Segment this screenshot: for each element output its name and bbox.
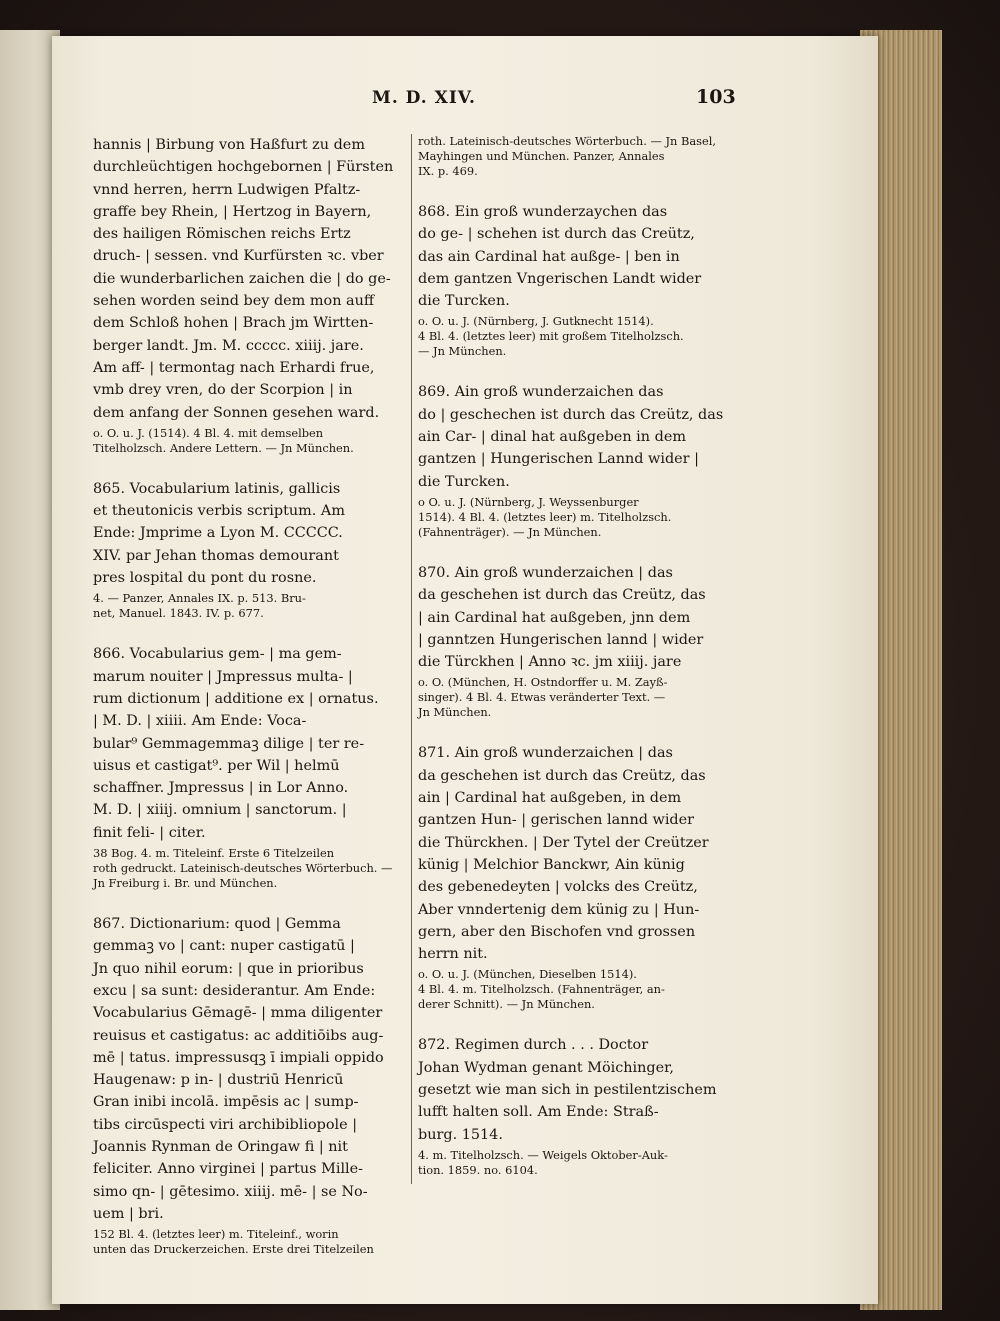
entry-866 xyxy=(93,643,415,891)
entry-text: 865. Vocabularium latinis, gallicis et theutonicis verbis scriptum. Am Ende: Jmprime a Lyon M. CCCCC. XIV. par Jehan thomas demourant pres lospital du pont du rosne. xyxy=(93,480,345,587)
entry-text: hannis | Birbung von Haßfurt zu dem durchleüchtigen hochgebornen | Fürsten vnnd herren, herrn Ludwigen Pfaltz- graffe bey Rhein, | Hertzog in Bayern, des hailigen Römischen reichs Ertz druch- | sessen. vnd Kurfürsten ꝛc. vber die wunderbarlichen zaichen die | do ge- sehen worden seind bey dem mon auff dem Schloß hohen | Brach jm Wirtten- berger landt. Jm. M. ccccc. xiiij. jare. Am aff- | termontag nach Erhardi frue, vmb drey vren, do der Scorpion | in dem anfang der Sonnen gesehen ward. xyxy=(93,137,394,421)
entry-868 xyxy=(418,201,740,359)
entry-note: roth. Lateinisch-deutsches Wörterbuch. — Jn Basel, Mayhingen und München. Panzer, Annales IX. p. 469. xyxy=(418,134,717,178)
column-divider xyxy=(411,134,412,1184)
entry-871 xyxy=(418,742,740,1012)
entry-869 xyxy=(418,381,740,539)
left-column xyxy=(93,134,415,1257)
right-column xyxy=(418,134,740,1178)
entry-text: 868. Ein groß wunderzaychen das do ge- | schehen ist durch das Creütz, das ain Cardinal hat außge- | ben in dem gantzen Vngerischen Landt wider die Turcken. xyxy=(418,204,702,310)
entry-note: 4. — Panzer, Annales IX. p. 513. Bru- net, Manuel. 1843. IV. p. 677. xyxy=(93,591,306,621)
running-header: M. D. XIV. xyxy=(372,88,476,108)
entry-note: o. O. u. J. (Nürnberg, J. Gutknecht 1514). 4 Bl. 4. (letztes leer) mit großem Titelholzsch. — Jn München. xyxy=(418,314,684,359)
entry-note: o. O. u. J. (1514). 4 Bl. 4. mit demselben Titelholzsch. Andere Lettern. — Jn München. xyxy=(93,425,354,455)
entry-note: 4. m. Titelholzsch. — Weigels Oktober-Auk- tion. 1859. no. 6104. xyxy=(418,1147,668,1177)
entry-text: 872. Regimen durch . . . Doctor Johan Wydman genant Möichinger, gesetzt wie man sich in pestilentzischem lufft halten soll. Am Ende: Straß- burg. 1514. xyxy=(418,1037,717,1143)
entry-867 xyxy=(93,913,415,1257)
entry-text: 866. Vocabularius gem- | ma gem- marum nouiter | Jmpressus multa- | rum dictionum | additione ex | ornatus. | M. D. | xiiii. Am Ende: Voca- bular⁹ Gemmagemmaꝫ dilige | ter re- uisus et castigat⁹. per Wil | helmū schaffner. Jmpressus | in Lor Anno. M. D. | xiiij. omnium | sanctorum. | finit feli- | citer. xyxy=(93,646,379,841)
entry-text: 870. Ain groß wunderzaichen | das da geschehen ist durch das Creütz, das | ain Cardinal hat außgeben, jnn dem | ganntzen Hungerischen lannd | wider die Türckhen | Anno ꝛc. jm xiiij. jare xyxy=(418,564,706,671)
previous-page-edge xyxy=(0,30,60,1310)
entry-870 xyxy=(418,562,740,720)
entry-text: 871. Ain groß wunderzaichen | das da geschehen ist durch das Creütz, das ain | Cardinal hat außgeben, in dem gantzen Hun- | gerischen lannd wider die Thürckhen. | Der Tytel der Creützer künig | Melchior Banckwr, Ain künig des gebenedeyten | volcks des Creütz, Aber vnndertenig dem künig zu | Hun- gern, aber den Bischofen vnd grossen herrn nit. xyxy=(418,745,709,963)
page-number: 103 xyxy=(696,86,736,108)
entry-note: o. O. (München, H. Ostndorffer u. M. Zayß- singer). 4 Bl. 4. Etwas veränderter Text. — Jn München. xyxy=(418,675,668,720)
entry-continued xyxy=(93,134,415,456)
entry-note: o O. u. J. (Nürnberg, J. Weyssenburger 1514). 4 Bl. 4. (letztes leer) m. Titelholzsch. (Fahnenträger). — Jn München. xyxy=(418,494,672,539)
entry-note: o. O. u. J. (München, Dieselben 1514). 4 Bl. 4. m. Titelholzsch. (Fahnenträger, an- derer Schnitt). — Jn München. xyxy=(418,967,665,1012)
entry-865 xyxy=(93,478,415,621)
entry-872 xyxy=(418,1034,740,1177)
entry-867-continued xyxy=(418,134,740,179)
entry-text: 869. Ain groß wunderzaichen das do | geschechen ist durch das Creütz, das ain Car- | dinal hat außgeben in dem gantzen | Hungerischen Lannd wider | die Turcken. xyxy=(418,384,724,490)
entry-note: 38 Bog. 4. m. Titeleinf. Erste 6 Titelzeilen roth gedruckt. Lateinisch-deutsches Wörterbuch. — Jn Freiburg i. Br. und München. xyxy=(93,846,393,891)
entry-text: 867. Dictionarium: quod | Gemma gemmaꝫ vo | cant: nuper castigatū | Jn quo nihil eorum: | que in prioribus excu | sa sunt: desiderantur. Am Ende: Vocabularius Gēmagē- | mma diligenter reuisus et castigatus: ac additiōibs aug- mē | tatus. impressusqꝫ ī impiali oppido Haugenaw: p in- | dustriū Henricū Gran inibi incolā. impēsis ac | sump- tibs circūspecti viri archibibliopole | Joannis Rynman de Oringaw fi | nit feliciter. Anno virginei | partus Mille- simo qn- | gētesimo. xiiij. mē- | se No- uem | bri. xyxy=(93,916,384,1222)
entry-note: 152 Bl. 4. (letztes leer) m. Titeleinf., worin unten das Druckerzeichen. Erste drei Titelzeilen xyxy=(93,1227,374,1257)
